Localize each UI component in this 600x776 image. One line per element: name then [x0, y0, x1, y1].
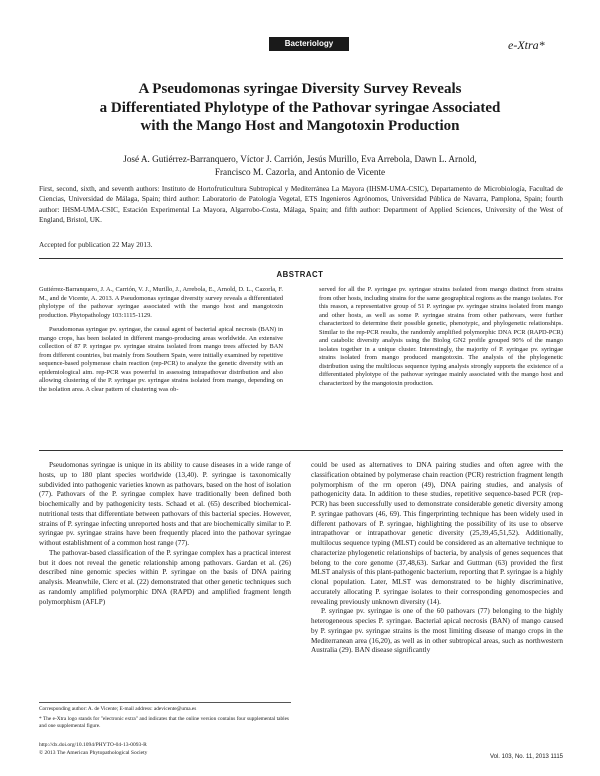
abstract-top-rule [39, 258, 563, 259]
body-left-column [39, 461, 291, 607]
body-paragraph: The pathovar-based classification of the P. syringae complex has a practical interest but it does not reveal the genetic relationship among pathovars. Gardan et al. (26) described nine genomic species within P. syringae on the basis of DNA pairing analysis. Meanwhile, Clerc et al. (22) demonstrated that other genetic techniques such as randomly amplified polymorphic DNA (RAPD) and amplified fragment length polymorphism (AFLP) [39, 548, 291, 606]
doi-link[interactable]: http://dx.doi.org/10.1094/PHYTO-04-13-0093-R [39, 742, 147, 748]
copyright-line: © 2013 The American Phytopathological Society [39, 750, 148, 756]
abstract-right-column [319, 286, 563, 388]
abstract-bottom-rule [39, 450, 563, 451]
authors-line-1: José A. Gutiérrez-Barranquero, Víctor J. Carrión, Jesús Murillo, Eva Arrebola, Dawn L. Arnold, [123, 154, 477, 164]
author-list [70, 153, 530, 178]
affiliations: First, second, sixth, and seventh authors: Instituto de Hortofruticultura Subtropical y Mediterránea La Mayora (IHSM-UMA-CSIC), Departamento de Microbiología, Facultad de Ciencias, Universidad de Málaga, Spain; third author: Laboratorio de Patología Vegetal, ETS Ingenieros Agrónomos, Universidad Pública de Navarra, Pamplona, Spain; fourth author: IHSM-UMA-CSIC, Estación Experimental La Mayora, Algarrobo-Costa, Málaga, Spain; and fifth author: Department of Applied Sciences, University of the West of England, Bristol, UK. [39, 185, 563, 225]
body-right-column [311, 461, 563, 656]
body-paragraph: Pseudomonas syringae is unique in its ability to cause diseases in a wide range of hosts, up to 180 plant species worldwide (13,40). P. syringae is taxonomically subdivided into pathogenic varieties known as pathovars, based on the host of isolation (77). Pathovars of the P. syringae complex have traditionally been defined both biochemically and by pathogenicity tests. Schaad et al. (65) described biochemical-nutritional tests that differentiate between pathovars of this bacterial species. However, strains of P. syringae infecting unreported hosts and that are biochemically similar to P. syringae pv. syringae strains have been frequently placed into the pathovar syringae without establishment of a common host range (77). [39, 461, 291, 547]
body-paragraph: P. syringae pv. syringae is one of the 60 pathovars (77) belonging to the highly heterogeneous species P. syringae. Bacterial apical necrosis (BAN) of mango caused by P. syringae pv. syringae strains is the most limiting disease of mango crops in the Mediterranean area (16,20), as well as in other subtropical areas, such as northwestern Australia (29). BAN disease significantly [311, 607, 563, 655]
abstract-left-column [39, 286, 283, 394]
abstract-text-left: Pseudomonas syringae pv. syringae, the causal agent of bacterial apical necrosis (BAN) in mango crops, has been isolated in different mango-producing areas worldwide. An extensive collection of 87 P. syringae pv. syringae strains isolated from mango trees affected by BAN from different countries, but mainly from Southern Spain, were initially examined by repetitive sequence-based polymerase chain reaction (rep-PCR) to analyze the genetic diversity with an epidemiological aim. rep-PCR was powerful in assessing intrapathovar distribution and also allowing clustering of the P. syringae pv. syringae strains isolated from mango, depending on the isolation area. A clear pattern of clustering was ob- [39, 326, 283, 393]
authors-line-2: Francisco M. Cazorla, and Antonio de Vicente [214, 166, 386, 177]
abstract-text-right: served for all the P. syringae pv. syringae strains isolated from mango distinct from strains from other hosts, including strains for the same geographical regions as the mango isolates. For this reason, a representative group of 51 P. syringae pv. syringae strains isolated from mango and other hosts, as well as some P. syringae strains from other pathovars, were further characterized to determine their possible genetic, phenotypic, and phylogenetic relationships. Similar to the rep-PCR results, the randomly amplified polymorphic DNA PCR (RAPD-PCR) and catabolic diversity analysis using the Biolog GN2 profile grouped 90% of the mango isolates together in a unique cluster. Interestingly, the majority of P. syringae pv. syringae strains isolated from mango produced mangotoxin. The analysis of the phylogenetic distribution using the multilocus sequence typing analysis strongly supports the existence of a differentiated phylotype of the pathovar syringae mainly associated with the mango host and characterized by the mangotoxin production. [319, 286, 563, 387]
article-title [60, 80, 540, 136]
title-line-3: with the Mango Host and Mangotoxin Production [140, 118, 460, 134]
title-line-1: A Pseudomonas syringae Diversity Survey Reveals [138, 81, 462, 97]
section-label: Bacteriology [269, 37, 349, 51]
abstract-heading: ABSTRACT [276, 270, 324, 279]
footnote-rule [39, 702, 291, 703]
e-xtra-footnote: * The e-Xtra logo stands for "electronic extra" and indicates that the online version contains four supplemental tables and one supplemental figure. [39, 716, 289, 729]
title-line-2: a Differentiated Phylotype of the Pathovar syringae Associated [99, 99, 501, 116]
e-xtra-logo: e-Xtra* [508, 38, 545, 52]
corresponding-author-note: Corresponding author: A. de Vicente; E-mail address: adevicente@uma.es [39, 706, 197, 712]
journal-page-info: Vol. 103, No. 11, 2013 1115 [489, 754, 563, 760]
abstract-citation: Gutiérrez-Barranquero, J. A., Carrión, V. J., Murillo, J., Arrebola, E., Arnold, D. L., Cazorla, F. M., and de Vicente, A. 2013. A Pseudomonas syringae diversity survey reveals a differentiated phylotype of the pathovar syringae associated with the mango host and mangotoxin production. Phytopathology 103:1115-1129. [39, 286, 283, 319]
accepted-date: Accepted for publication 22 May 2013. [39, 241, 153, 249]
body-paragraph: could be used as alternatives to DNA pairing studies and often agree with the classification obtained by polymerase chain reaction (PCR) restriction fragment length polymorphism of the rrn operon (49), DNA pairing studies, and analysis of pathogenicity data. In addition to these studies, repetitive sequence-based PCR (rep-PCR) has been successfully used to demonstrate considerable genetic diversity among P. syringae pathovars (46, 69). This fingerprinting technique has been widely used in different pathovars of P. syringae, highlighting the possibility of its use to observe intrapathovar or intrapathovar genetic diversity (25,39,45,51,52). Additionally, multilocus sequence typing (MLST) could be considered as an alternative technique to characterize phylogenetic relationships of bacteria, by analysis of genes sequences that belong to the core genome (37,48,63). Sarkar and Guttman (63) provided the first MLST analysis of this plant-pathogenic bacterium, reporting that P. syringae is a highly clonal population. Later, MLST was demonstrated to be highly discriminative, accurately allocating P. syringae isolates to their corresponding genomospecies and revealing previously unknown diversity (14). [311, 461, 563, 606]
